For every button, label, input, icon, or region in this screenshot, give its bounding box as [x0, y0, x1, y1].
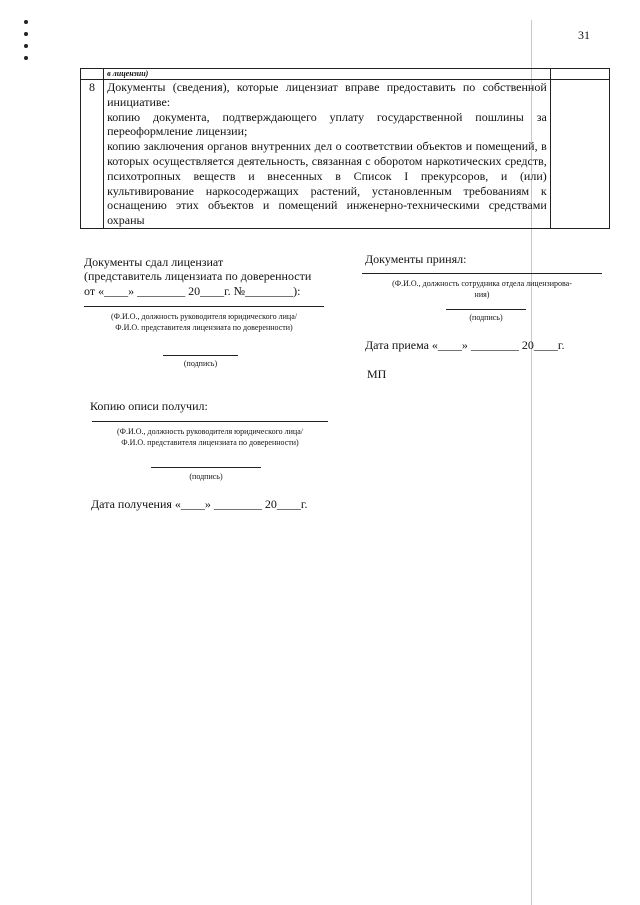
copy-date-line: Дата получения «____» ________ 20____г.: [91, 497, 308, 511]
margin-marks: [24, 20, 30, 68]
left-date-line: от «____» ________ 20____г. №________):: [84, 284, 301, 298]
copy-fio-caption-1: (Ф.И.О., должность руководителя юридического лица/: [117, 427, 303, 436]
left-subtitle: (представитель лицензиата по доверенности: [84, 269, 312, 283]
left-title: Документы сдал лицензиат: [84, 255, 224, 269]
row-text-line: Документы (сведения), которые лицензиат вправе предоставить по собственной инициативе:: [107, 80, 547, 109]
header-empty-cell: [550, 69, 609, 80]
right-fio-caption-2: ния): [474, 290, 490, 299]
right-signature-caption: (подпись): [469, 313, 503, 322]
stamp-place: МП: [367, 367, 387, 381]
left-fio-caption-2: Ф.И.О. представителя лицензиата по доверенности): [115, 323, 293, 332]
row-text-line: копию документа, подтверждающего уплату государственной пошлины за переоформление лицензии;: [107, 109, 547, 139]
margin-mark: [24, 32, 28, 36]
header-number-cell: [81, 69, 104, 80]
right-signature-underline: [446, 309, 526, 310]
row-number: 8: [81, 80, 104, 229]
copy-fio-underline: [92, 421, 328, 422]
copy-signature-caption: (подпись): [189, 472, 223, 481]
margin-mark: [24, 20, 28, 24]
row-empty-cell: [550, 80, 609, 229]
margin-mark: [24, 56, 28, 60]
margin-mark: [24, 44, 28, 48]
documents-table: [80, 68, 610, 229]
copy-signature-underline: [151, 467, 261, 468]
page-number: 31: [578, 28, 590, 42]
table-header-row: [81, 69, 610, 80]
left-fio-caption-1: (Ф.И.О., должность руководителя юридического лица/: [111, 312, 297, 321]
row-text-line: копию заключения органов внутренних дел о соответствии объектов и помещений, в которых осуществляется деятельность, связанная с оборотом наркотических средств, психотропных веществ и внесенных в Список I прекурсоров, и (или) культивирование наркосодержащих растений, установленным требованиям к оснащению этих объектов и помещений инженерно-техническими средствами охраны: [107, 139, 547, 228]
right-title: Документы принял:: [365, 252, 467, 266]
copy-fio-caption-2: Ф.И.О. представителя лицензиата по доверенности): [121, 438, 299, 447]
right-fio-caption-1: (Ф.И.О., должность сотрудника отдела лицензирова-: [392, 279, 572, 288]
row-content: [104, 80, 551, 229]
left-signature-underline: [163, 355, 238, 356]
right-date-line: Дата приема «____» ________ 20____г.: [365, 338, 565, 352]
header-text-cell: в лицензии): [104, 69, 551, 80]
left-signature-caption: (подпись): [183, 359, 218, 368]
left-fio-underline: [84, 306, 324, 307]
copy-title: Копию описи получил:: [90, 399, 208, 413]
right-fio-underline: [362, 273, 602, 274]
table-row: [81, 80, 610, 229]
